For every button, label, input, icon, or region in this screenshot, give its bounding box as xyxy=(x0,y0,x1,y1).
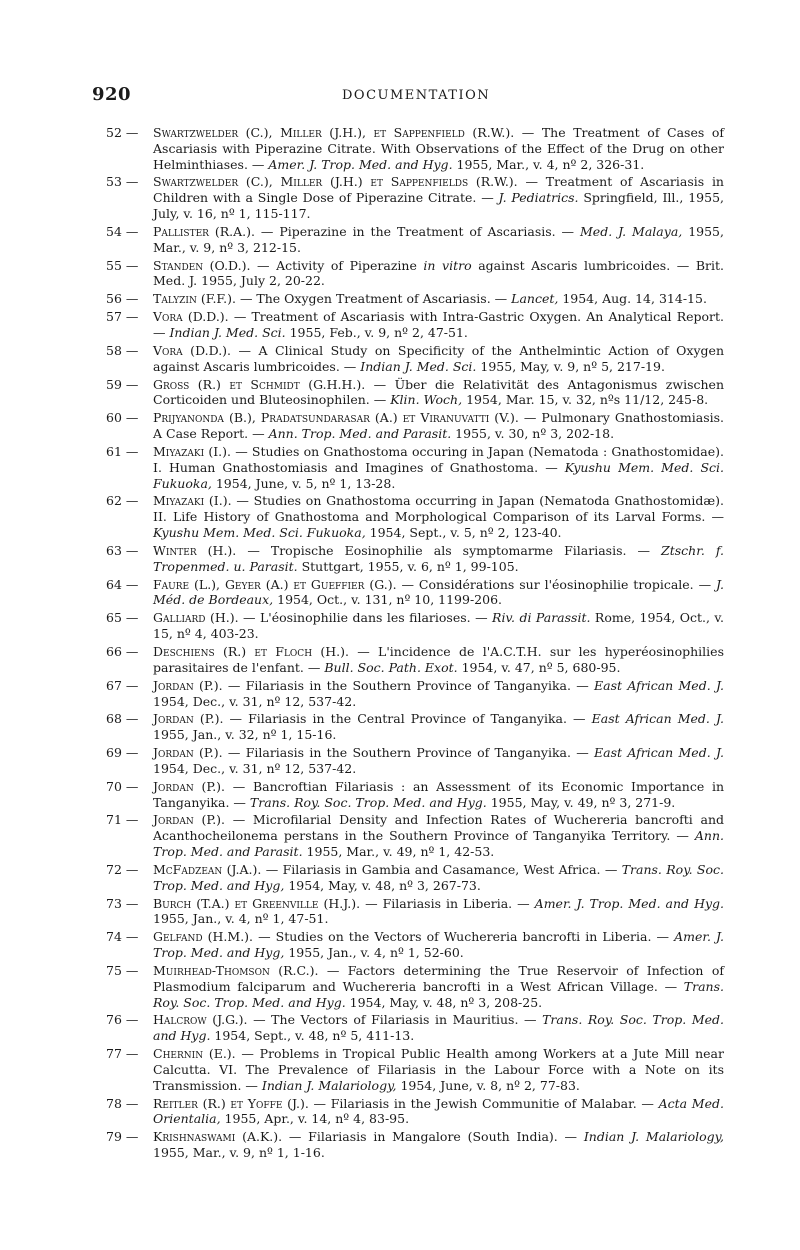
reference-citation: 1955, Mar., v. 9, nº 3, 212-15. xyxy=(153,223,724,255)
reference-entry xyxy=(96,745,724,777)
reference-number: 75 — xyxy=(106,963,139,978)
reference-title: — Filariasis in Gambia and Casamance, West Africa. — xyxy=(261,861,622,877)
reference-entry xyxy=(96,812,724,859)
reference-authors: Miyazaki (I.). xyxy=(153,443,231,459)
reference-journal: Trans. Roy. Soc. Trop. Med. and Hyg, xyxy=(153,861,724,893)
reference-journal: Bull. Soc. Path. Exot. xyxy=(324,659,458,675)
reference-citation: 1954, May, v. 48, nº 3, 267-73. xyxy=(284,877,481,893)
reference-journal: Ann. Trop. Med. and Parasit. xyxy=(153,828,724,860)
reference-number: 70 — xyxy=(106,778,139,794)
reference-entry xyxy=(96,543,724,575)
reference-authors: Jordan (P.). xyxy=(153,711,224,727)
reference-citation: 1955, Mar., v. 9, nº 1, 1-16. xyxy=(153,1145,325,1161)
reference-title: — Filariasis in Mangalore (South India). — xyxy=(282,1129,584,1145)
reference-journal: Indian J. Malariology, xyxy=(261,1077,397,1093)
reference-title: — Filariasis in the Jewish Communitie of Malabar. — xyxy=(308,1095,659,1111)
reference-number: 71 — xyxy=(106,812,139,828)
reference-authors: Pallister (R.A.). xyxy=(153,223,255,239)
reference-journal: Klin. Woch, xyxy=(390,392,463,408)
reference-number: 55 — xyxy=(106,257,139,273)
reference-citation: 1955, Jan., v. 32, nº 1, 15-16. xyxy=(153,727,337,743)
reference-number: 62 — xyxy=(106,493,139,509)
reference-title: — Studies on Gnathostoma occuring in Japan (Nematoda : Gnathostomidae). I. Human Gnathostomiasis and Imagines of Gnathostoma. — xyxy=(153,443,724,475)
reference-number: 63 — xyxy=(106,542,139,558)
reference-authors: Chernin (E.). xyxy=(153,1046,236,1062)
reference-entry xyxy=(96,377,724,409)
reference-citation: 1954, May, v. 48, nº 3, 208-25. xyxy=(345,994,543,1010)
reference-journal: J. Méd. de Bordeaux, xyxy=(153,576,725,608)
reference-entry xyxy=(96,1096,724,1128)
reference-journal: Indian J. Med. Sci. xyxy=(169,325,286,341)
reference-authors: Miyazaki (I.). xyxy=(153,493,232,509)
reference-authors: Galliard (H.). xyxy=(153,610,239,626)
reference-number: 64 — xyxy=(106,576,139,592)
reference-authors: Gelfand (H.M.). xyxy=(153,929,254,945)
reference-citation: Springfield, Ill., 1955, July, v. 16, nº 1, 115-117. xyxy=(153,190,724,222)
reference-citation: 1955, Mar., v. 49, nº 1, 42-53. xyxy=(302,844,495,860)
reference-title: — Filariasis in the Central Province of Tanganyika. — xyxy=(223,711,592,727)
reference-title: — Filariasis in Liberia. — xyxy=(360,895,535,911)
reference-citation: 1954, Sept., v. 48, nº 5, 411-13. xyxy=(210,1028,415,1044)
reference-citation: 1955, May, v. 49, nº 3, 271-9. xyxy=(486,794,676,810)
reference-entry xyxy=(96,963,724,1010)
reference-journal: Riv. di Parassit. xyxy=(492,610,591,626)
reference-journal: Lancet, xyxy=(511,291,559,307)
reference-citation: 1954, June, v. 8, nº 2, 77-83. xyxy=(396,1077,580,1093)
reference-journal: Kyushu Mem. Med. Sci. Fukuoka, xyxy=(153,525,366,541)
reference-citation: 1954, Aug. 14, 314-15. xyxy=(558,291,707,307)
reference-entry xyxy=(96,644,724,676)
reference-entry xyxy=(96,258,724,290)
reference-journal: Kyushu Mem. Med. Sci. Fukuoka, xyxy=(153,459,724,491)
reference-journal: Acta Med. Orientalia, xyxy=(153,1095,724,1127)
reference-title: — The Vectors of Filariasis in Mauritius. — xyxy=(247,1012,543,1028)
reference-citation: Rome, 1954, Oct., v. 15, nº 4, 403-23. xyxy=(153,610,724,642)
reference-citation: Stuttgart, 1955, v. 6, nº 1, 99-105. xyxy=(297,558,519,574)
reference-entry xyxy=(96,896,724,928)
reference-list xyxy=(96,125,724,1163)
reference-number: 52 — xyxy=(106,125,139,140)
reference-journal: East African Med. J. xyxy=(591,711,724,727)
reference-title: — Filariasis in the Southern Province of Tanganyika. — xyxy=(222,745,595,761)
reference-authors: Vora (D.D.). xyxy=(153,342,232,358)
reference-citation: 1955, Jan., v. 4, nº 1, 47-51. xyxy=(153,911,329,927)
reference-title: — Studies on Gnathostoma occurring in Japan (Nematoda Gnathostomidæ). II. Life History of Gnathostoma and Morphological Comparison of its Larval Forms. — xyxy=(153,493,724,525)
reference-journal: Trans. Roy. Soc. Trop. Med. and Hyg. xyxy=(153,1012,724,1044)
reference-journal: Amer. J. Trop. Med. and Hyg. xyxy=(534,895,725,911)
reference-title: — Tropische Eosinophilie als symptomarme Filariasis. — xyxy=(236,542,662,558)
reference-authors: Jordan (P.). xyxy=(153,778,226,794)
reference-journal: Med. J. Malaya, xyxy=(580,223,683,239)
reference-entry xyxy=(96,1012,724,1044)
reference-journal: Indian J. Med. Sci. xyxy=(360,358,477,374)
reference-number: 56 — xyxy=(106,291,139,307)
reference-authors: Vora (D.D.). xyxy=(153,309,229,325)
reference-journal: in vitro xyxy=(423,257,472,273)
reference-journal: Amer. J. Trop. Med. and Hyg. xyxy=(268,156,453,172)
reference-number: 66 — xyxy=(106,644,139,660)
reference-title: — The Oxygen Treatment of Ascariasis. — xyxy=(235,291,512,307)
reference-title: — Pulmonary Gnathostomiasis. A Case Report. — xyxy=(153,410,724,442)
reference-number: 57 — xyxy=(106,309,139,325)
reference-citation: 1955, Mar., v. 4, nº 2, 326-31. xyxy=(452,156,645,172)
reference-authors: Jordan (P.). xyxy=(153,745,223,761)
reference-authors: Swartzwelder (C.), Miller (J.H.) et Sappenfields (R.W.). xyxy=(153,174,518,190)
reference-number: 61 — xyxy=(106,443,139,459)
reference-title: — Filariasis in the Southern Province of Tanganyika. — xyxy=(222,677,595,693)
running-head: DOCUMENTATION xyxy=(342,88,491,103)
reference-number: 73 — xyxy=(106,895,139,911)
reference-number: 54 — xyxy=(106,223,139,239)
reference-number: 65 — xyxy=(106,610,139,626)
reference-authors: Gross (R.) et Schmidt (G.H.H.). xyxy=(153,376,366,392)
reference-authors: Jordan (P.). xyxy=(153,677,223,693)
reference-number: 53 — xyxy=(106,174,139,190)
reference-entry xyxy=(96,224,724,256)
reference-citation: 1955, v. 30, nº 3, 202-18. xyxy=(451,426,615,442)
reference-title: — Über die Relativität des Antagonismus zwischen Corticoiden und Bluteosinophilen. — xyxy=(153,376,724,408)
reference-number: 74 — xyxy=(106,929,139,945)
reference-entry xyxy=(96,678,724,710)
reference-authors: Burch (T.A.) et Greenville (H.J.). xyxy=(153,895,361,911)
reference-number: 78 — xyxy=(106,1095,139,1111)
reference-journal: East African Med. J. xyxy=(594,745,724,761)
reference-entry xyxy=(96,493,724,540)
reference-number: 59 — xyxy=(106,376,139,392)
reference-citation: 1955, Apr., v. 14, nº 4, 83-95. xyxy=(220,1111,410,1127)
reference-entry xyxy=(96,779,724,811)
reference-authors: Prijyanonda (B.), Pradatsundarasar (A.) et Viranuvatti (V.). xyxy=(153,410,519,426)
reference-journal: Ann. Trop. Med. and Parasit. xyxy=(268,426,452,442)
reference-title: — Bancroftian Filariasis : an Assessment of its Economic Importance in Tanganyika. — xyxy=(153,778,725,810)
reference-citation: 1954, Dec., v. 31, nº 12, 537-42. xyxy=(153,760,357,776)
reference-title: — The Treatment of Cases of Ascariasis with Piperazine Citrate. With Observations of the Effect of the Drug on other Helminthiases. — xyxy=(153,125,724,172)
reference-entry xyxy=(96,343,724,375)
reference-citation: 1955, May, v. 9, nº 5, 217-19. xyxy=(476,358,665,374)
reference-citation: 1955, Jan., v. 4, nº 1, 52-60. xyxy=(284,945,464,961)
reference-citation: 1954, Sept., v. 5, nº 2, 123-40. xyxy=(365,525,562,541)
reference-entry xyxy=(96,291,724,307)
reference-citation: 1955, Feb., v. 9, nº 2, 47-51. xyxy=(285,325,468,341)
reference-title: — Microfilarial Density and Infection Rates of Wuchereria bancrofti and Acanthocheilonema perstans in the Southern Province of Tanganyika Territory. — xyxy=(153,812,724,844)
reference-citation: 1954, Dec., v. 31, nº 12, 537-42. xyxy=(153,693,357,709)
reference-number: 77 — xyxy=(106,1046,139,1062)
reference-journal: East African Med. J. xyxy=(594,677,724,693)
reference-authors: Jordan (P.). xyxy=(153,812,226,828)
reference-journal: Trans. Roy. Soc. Trop. Med. and Hyg. xyxy=(153,978,724,1010)
reference-authors: Muirhead-Thomson (R.C.). xyxy=(153,963,319,978)
reference-entry xyxy=(96,862,724,894)
reference-authors: Deschiens (R.) et Floch (H.). xyxy=(153,644,349,660)
reference-number: 79 — xyxy=(106,1129,139,1145)
reference-authors: Swartzwelder (C.), Miller (J.H.), et Sappenfield (R.W.). xyxy=(153,125,515,140)
reference-journal: Indian J. Malariology, xyxy=(583,1129,724,1145)
reference-authors: Reitler (R.) et Yoffe (J.). xyxy=(153,1095,309,1111)
reference-entry xyxy=(96,1129,724,1161)
reference-title: — Treatment of Ascariasis with Intra-Gastric Oxygen. An Analytical Report. — xyxy=(153,309,725,341)
reference-authors: Talyzin (F.F.). xyxy=(153,291,236,307)
reference-authors: Krishnaswami (A.K.). xyxy=(153,1129,283,1145)
reference-title: — Activity of Piperazine xyxy=(250,257,424,273)
reference-title: — Piperazine in the Treatment of Ascariasis. — xyxy=(254,223,580,239)
reference-title: — L'éosinophilie dans les filarioses. — xyxy=(238,610,493,626)
reference-journal: Trans. Roy. Soc. Trop. Med. and Hyg. xyxy=(249,794,487,810)
reference-entry xyxy=(96,174,724,221)
reference-authors: McFadzean (J.A.). xyxy=(153,861,262,877)
reference-journal: Amer. J. Trop. Med. and Hyg, xyxy=(153,929,725,961)
reference-entry xyxy=(96,610,724,642)
reference-title: — Studies on the Vectors of Wuchereria bancrofti in Liberia. — xyxy=(253,929,675,945)
reference-entry xyxy=(96,309,724,341)
reference-authors: Winter (H.). xyxy=(153,542,237,558)
reference-entry xyxy=(96,577,724,609)
reference-number: 68 — xyxy=(106,711,139,727)
reference-journal: Ztschr. f. Tropenmed. u. Parasit. xyxy=(153,542,724,574)
page-number: 920 xyxy=(92,84,132,105)
reference-title: — Treatment of Ascariasis in Children with a Single Dose of Piperazine Citrate. — xyxy=(153,174,724,206)
reference-citation: 1954, Oct., v. 131, nº 10, 1199-206. xyxy=(273,592,503,608)
reference-journal: J. Pediatrics. xyxy=(498,190,579,206)
reference-title: — L'incidence de l'A.C.T.H. sur les hyperéosinophilies parasitaires de l'enfant. — xyxy=(153,644,724,675)
reference-number: 76 — xyxy=(106,1012,139,1028)
page-header xyxy=(92,84,708,110)
reference-entry xyxy=(96,929,724,961)
reference-citation: against Ascaris lumbricoides. — Brit. Med. J. 1955, July 2, 20-22. xyxy=(153,257,724,289)
reference-number: 69 — xyxy=(106,745,139,761)
reference-title: — Factors determining the True Reservoir of Infection of Plasmodium falciparum and Wuchereria bancrofti in a West African Village. — xyxy=(153,963,724,994)
reference-entry xyxy=(96,410,724,442)
reference-number: 72 — xyxy=(106,861,139,877)
reference-title: — A Clinical Study on Specificity of the Anthelmintic Action of Oxygen against Ascaris lumbricoides. — xyxy=(153,342,724,374)
reference-title: — Problems in Tropical Public Health among Workers at a Jute Mill near Calcutta. VI. The Prevalence of Filariasis in the Labour Force with a Note on its Transmission. — xyxy=(153,1046,724,1093)
reference-entry xyxy=(96,711,724,743)
reference-authors: Halcrow (J.G.). xyxy=(153,1012,248,1028)
reference-entry xyxy=(96,125,724,172)
reference-entry xyxy=(96,444,724,491)
reference-number: 58 — xyxy=(106,342,139,358)
reference-citation: 1954, v. 47, nº 5, 680-95. xyxy=(457,659,621,675)
reference-citation: 1954, Mar. 15, v. 32, nºs 11/12, 245-8. xyxy=(462,392,709,408)
reference-authors: Standen (O.D.). xyxy=(153,257,251,273)
reference-citation: 1954, June, v. 5, nº 1, 13-28. xyxy=(211,475,396,491)
reference-entry xyxy=(96,1046,724,1093)
reference-title: — Considérations sur l'éosinophilie tropicale. — xyxy=(396,576,716,592)
reference-number: 67 — xyxy=(106,677,139,693)
reference-authors: Faure (L.), Geyer (A.) et Gueffier (G.). xyxy=(153,576,397,592)
reference-number: 60 — xyxy=(106,410,139,426)
